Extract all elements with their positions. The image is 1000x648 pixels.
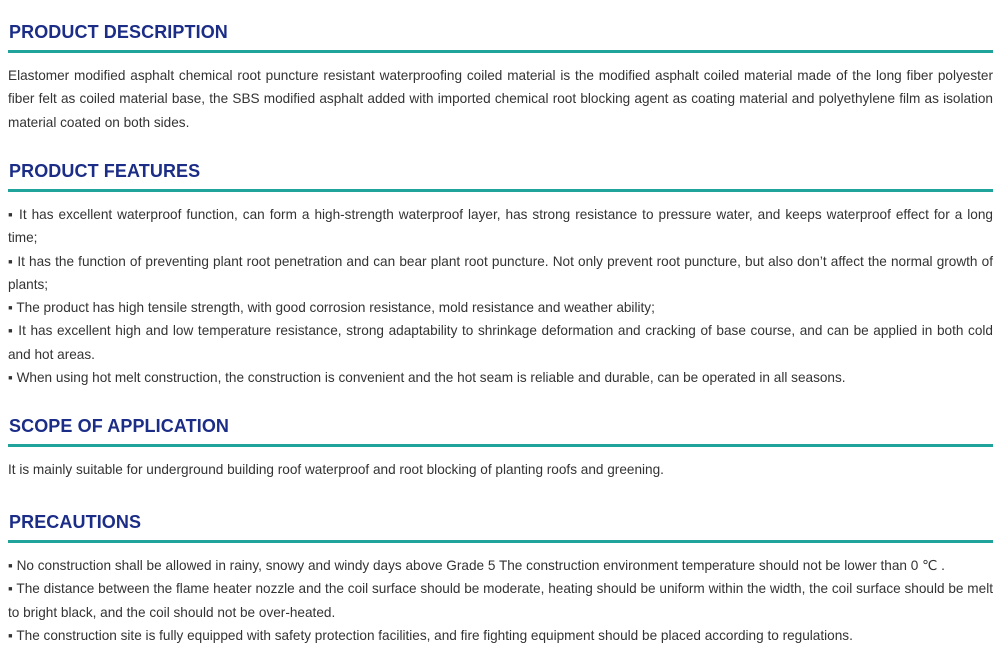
- product-description-body: [8, 64, 994, 134]
- product-features-section: [8, 160, 994, 389]
- scope-of-application-body: [8, 458, 994, 481]
- feature-item: ▪ It has excellent high and low temperature resistance, strong adaptability to shrinkage deformation and cracking of base course, and can be applied in both cold and hot areas.: [8, 323, 993, 362]
- precaution-item: ▪ The distance between the flame heater nozzle and the coil surface should be moderate, heating should be uniform within the width, the coil surface should be melt to bright black, and the coil should not be over-heated.: [8, 581, 993, 620]
- feature-item: ▪ When using hot melt construction, the construction is convenient and the hot seam is reliable and durable, can be operated in all seasons.: [8, 370, 846, 386]
- precaution-item: ▪ The construction site is fully equipped with safety protection facilities, and fire fighting equipment should be placed according to regulations.: [8, 627, 853, 643]
- precautions-heading: PRECAUTIONS: [9, 512, 142, 532]
- product-description-section: [8, 21, 994, 134]
- feature-item: ▪ It has the function of preventing plant root penetration and can bear plant root puncture. Not only prevent root puncture, but also don’t affect the normal growth of plants;: [8, 253, 993, 292]
- precautions-section: [8, 511, 994, 647]
- section-divider: [8, 540, 993, 543]
- section-divider: [8, 189, 993, 192]
- section-divider: [8, 50, 993, 53]
- feature-item: ▪ It has excellent waterproof function, can form a high-strength waterproof layer, has strong resistance to pressure water, and keeps waterproof effect for a long time;: [8, 207, 993, 246]
- section-divider: [8, 444, 993, 447]
- product-features-heading: PRODUCT FEATURES: [9, 161, 201, 181]
- scope-of-application-text: It is mainly suitable for underground building roof waterproof and root blocking of planting roofs and greening.: [8, 462, 664, 477]
- feature-item: ▪ The product has high tensile strength, with good corrosion resistance, mold resistance and weather ability;: [8, 300, 655, 316]
- precaution-item: ▪ No construction shall be allowed in rainy, snowy and windy days above Grade 5 The construction environment temperature should not be lower than 0 ℃ .: [8, 558, 945, 573]
- scope-of-application-section: [8, 415, 994, 481]
- product-description-heading: PRODUCT DESCRIPTION: [9, 22, 228, 42]
- product-description-text: Elastomer modified asphalt chemical root puncture resistant waterproofing coiled material is the modified asphalt coiled material made of the long fiber polyester fiber felt as coiled material base, the SBS modified asphalt added with imported chemical root blocking agent as coating material and polyethylene film as isolation material coated on both sides.: [8, 68, 993, 130]
- scope-of-application-heading: SCOPE OF APPLICATION: [9, 416, 230, 436]
- precautions-list: [8, 554, 994, 647]
- product-features-list: [8, 203, 994, 389]
